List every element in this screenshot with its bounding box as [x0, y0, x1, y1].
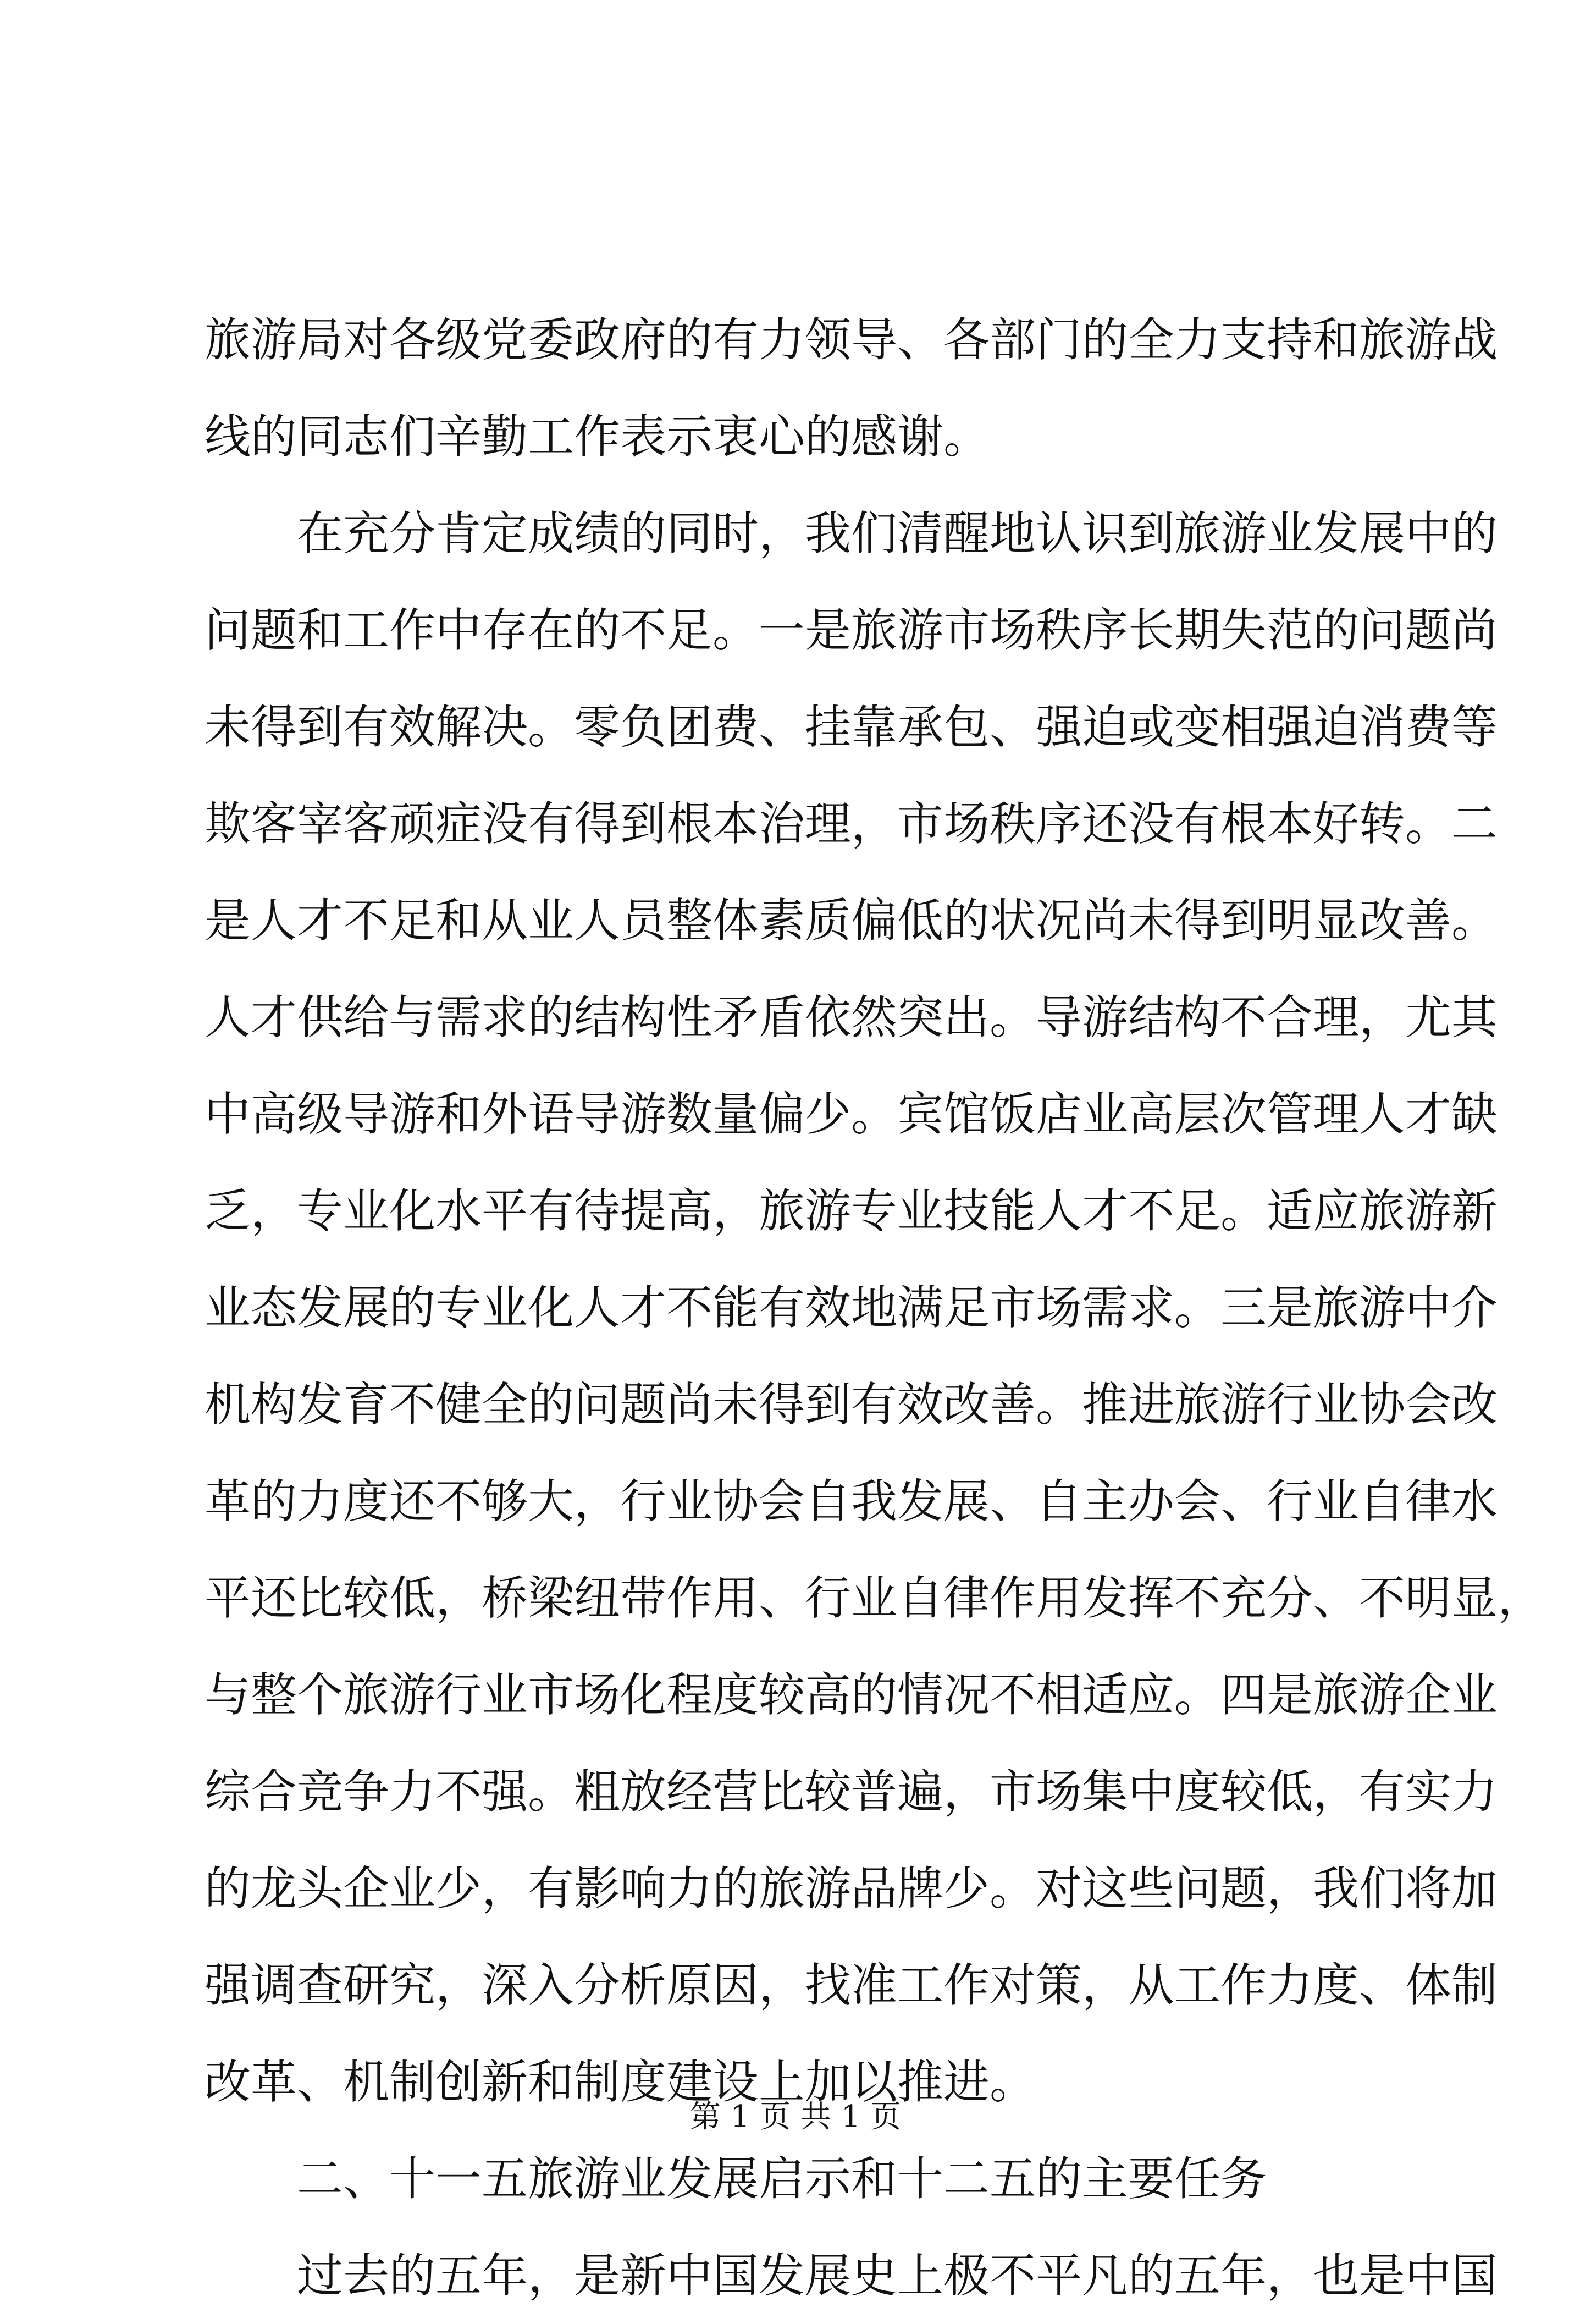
text-line: 过去的五年，是新中国发展史上极不平凡的五年，也是中国 [297, 2249, 1498, 2303]
body-text [205, 291, 1544, 2324]
paragraph [205, 485, 1544, 2130]
text-line: 旅游局对各级党委政府的有力领导、各部门的全力支持和旅游战 [205, 313, 1498, 367]
text-line: 平还比较低，桥梁纽带作用、行业自律作用发挥不充分、不明显， [205, 1571, 1544, 1625]
text-line: 与整个旅游行业市场化程度较高的情况不相适应。四是旅游企业 [205, 1668, 1498, 1722]
text-line: 在充分肯定成绩的同时，我们清醒地认识到旅游业发展中的 [297, 506, 1498, 560]
paragraph [205, 291, 1498, 485]
text-line: 革的力度还不够大，行业协会自我发展、自主办会、行业自律水 [205, 1474, 1498, 1528]
text-line: 的龙头企业少，有影响力的旅游品牌少。对这些问题，我们将加 [205, 1862, 1498, 1915]
text-line: 改革、机制创新和制度建设上加以推进。 [205, 2055, 1036, 2109]
text-line: 人才供给与需求的结构性矛盾依然突出。导游结构不合理，尤其 [205, 990, 1498, 1044]
text-line: 二、十一五旅游业发展启示和十二五的主要任务 [297, 2152, 1267, 2206]
text-line: 线的同志们辛勤工作表示衷心的感谢。 [205, 410, 990, 464]
text-line: 问题和工作中存在的不足。一是旅游市场秩序长期失范的问题尚 [205, 603, 1498, 657]
text-line: 中高级导游和外语导游数量偏少。宾馆饭店业高层次管理人才缺 [205, 1087, 1498, 1141]
text-line: 强调查研究，深入分析原因，找准工作对策，从工作力度、体制 [205, 1958, 1498, 2012]
text-line: 未得到有效解决。零负团费、挂靠承包、强迫或变相强迫消费等 [205, 700, 1498, 754]
page-footer: 第 1 页 共 1 页 [689, 2099, 902, 2135]
text-line: 乏，专业化水平有待提高，旅游专业技能人才不足。适应旅游新 [205, 1184, 1498, 1238]
text-line: 业态发展的专业化人才不能有效地满足市场需求。三是旅游中介 [205, 1281, 1498, 1335]
paragraph [205, 2227, 1498, 2324]
text-line: 欺客宰客顽症没有得到根本治理，市场秩序还没有根本好转。二 [205, 797, 1498, 851]
text-line: 综合竞争力不强。粗放经营比较普遍，市场集中度较低，有实力 [205, 1765, 1498, 1819]
text-line: 机构发育不健全的问题尚未得到有效改善。推进旅游行业协会改 [205, 1378, 1498, 1431]
text-line: 是人才不足和从业人员整体素质偏低的状况尚未得到明显改善。 [205, 894, 1498, 948]
paragraph [205, 2130, 1386, 2227]
